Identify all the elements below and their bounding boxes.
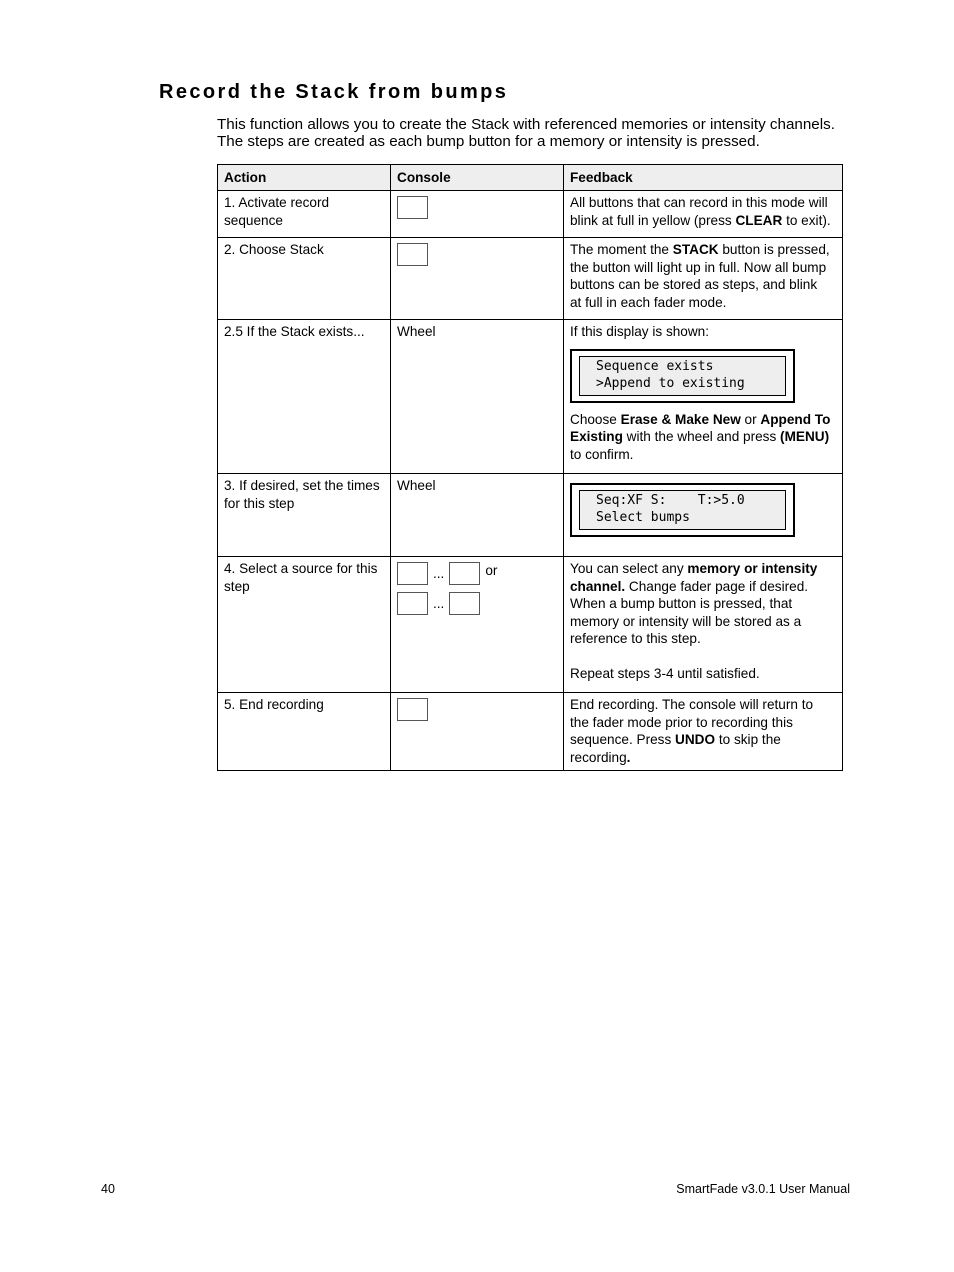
bump-key-icon: [397, 562, 428, 585]
stack-key-icon: [397, 243, 428, 266]
console-cell: [391, 238, 564, 320]
header-feedback: Feedback: [564, 165, 843, 191]
lcd-display: Sequence exists >Append to existing: [570, 349, 795, 403]
console-cell: Wheel: [391, 320, 564, 474]
action-cell: 4. Select a source for this step: [218, 557, 391, 693]
table-row: [218, 238, 843, 320]
console-cell: Wheel: [391, 474, 564, 557]
action-cell: 3. If desired, set the times for this step: [218, 474, 391, 557]
feedback-cell: End recording. The console will return to the fader mode prior to recording this sequence. Press UNDO to skip the recording.: [564, 693, 843, 771]
action-cell: 5. End recording: [218, 693, 391, 771]
manual-title: SmartFade v3.0.1 User Manual: [676, 1182, 850, 1196]
table-row: [218, 693, 843, 771]
channel-key-icon: [449, 592, 480, 615]
lcd-display: Seq:XF S: T:>5.0 Select bumps: [570, 483, 795, 537]
feedback-cell: The moment the STACK button is pressed, the button will light up in full. Now all bump buttons can be stored as steps, and blink at full in each fader mode.: [564, 238, 843, 320]
action-cell: 1. Activate record sequence: [218, 191, 391, 238]
table-row: [218, 191, 843, 238]
feedback-cell: If this display is shown: Sequence exists >Append to existing Choose Erase & Make New or Append To Existing with the wheel and press (MENU) to confirm.: [564, 320, 843, 474]
section-title: Record the Stack from bumps: [159, 81, 509, 103]
header-action: Action: [218, 165, 391, 191]
console-cell: ... or ...: [391, 557, 564, 693]
console-cell: [391, 191, 564, 238]
action-cell: 2.5 If the Stack exists...: [218, 320, 391, 474]
header-console: Console: [391, 165, 564, 191]
record-key-icon: [397, 196, 428, 219]
table-row: [218, 320, 843, 474]
procedure-table: [217, 164, 843, 771]
action-cell: 2. Choose Stack: [218, 238, 391, 320]
feedback-cell: You can select any memory or intensity channel. Change fader page if desired. When a bump button is pressed, that memory or intensity will be stored as a reference to this step. Repeat steps 3-4 until satisfied.: [564, 557, 843, 693]
console-cell: [391, 693, 564, 771]
intro-paragraph: This function allows you to create the Stack with referenced memories or intensity channels. The steps are created as each bump button for a memory or intensity is pressed.: [217, 116, 835, 150]
page-number: 40: [101, 1182, 115, 1196]
table-row: [218, 557, 843, 693]
channel-key-icon: [397, 592, 428, 615]
table-row: [218, 474, 843, 557]
feedback-cell: All buttons that can record in this mode will blink at full in yellow (press CLEAR to exit).: [564, 191, 843, 238]
table-header-row: [218, 165, 843, 191]
record-key-icon: [397, 698, 428, 721]
bump-key-icon: [449, 562, 480, 585]
feedback-cell: [564, 474, 843, 557]
